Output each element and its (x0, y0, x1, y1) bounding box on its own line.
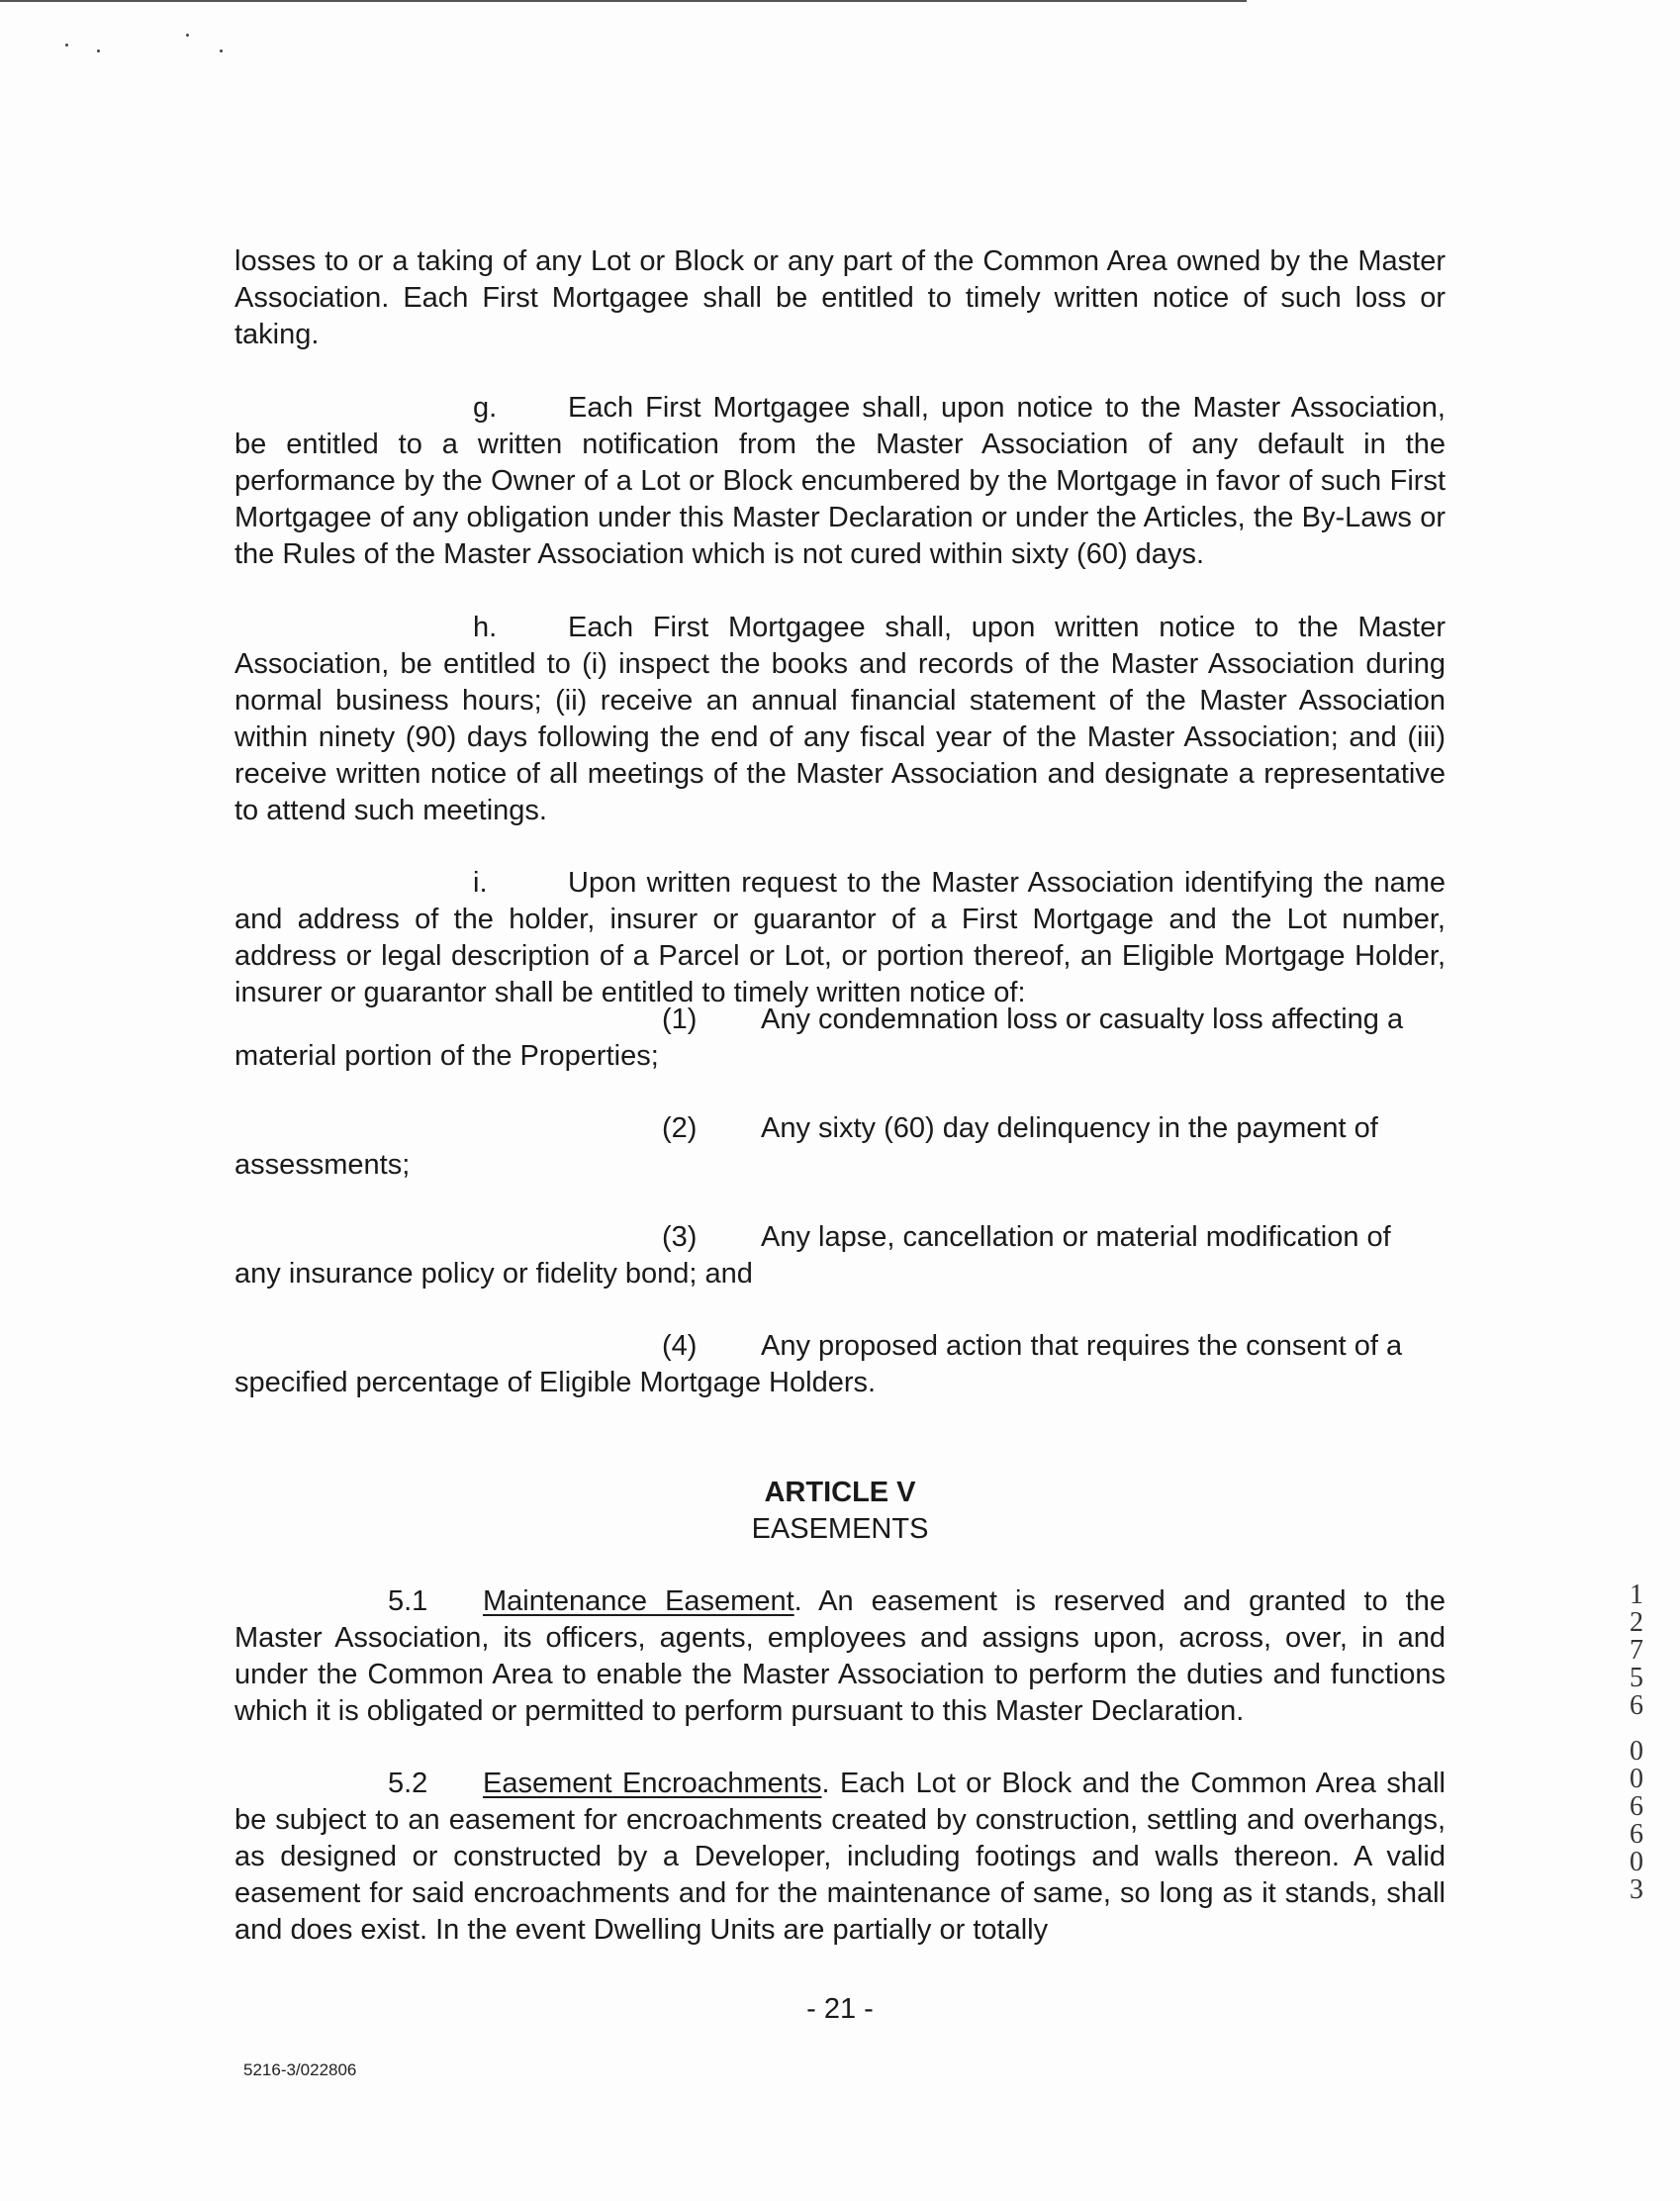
footer-document-code: 5216-3/022806 (243, 2060, 357, 2079)
paragraph-h-text: Each First Mortgagee shall, upon written notice to the Master Association, be entitled to (i) inspect the books and records of the Master Association during normal business hours; (ii) receive an annual financial statement of the Master Association within ninety (90) days following the end of any fiscal year of the Master Association; and (iii) receive written notice of all meetings of the Master Association and designate a representative to attend such meetings. (234, 612, 1446, 826)
paragraph-h-label: h. (473, 612, 498, 643)
list-item (234, 1219, 1446, 1292)
intro-paragraph: losses to or a taking of any Lot or Block or any part of the Common Area owned by the Master Association. Each First Mortgagee shall be entitled to timely written notice of such loss or taking. (234, 245, 1446, 350)
stamp-digit: 3 (1630, 1874, 1643, 1905)
list-item-label: (2) (662, 1112, 698, 1144)
list-item (234, 1328, 1446, 1401)
article-number: ARTICLE V (764, 1477, 916, 1508)
list-item-continuation: material portion of the Properties; (234, 1040, 659, 1072)
stamp-digit: 0 (1630, 1764, 1643, 1794)
paragraph-g-label: g. (473, 392, 498, 424)
stamp-digit: 6 (1630, 1791, 1643, 1822)
section-number: 5.2 (388, 1768, 428, 1799)
section-heading: Easement Encroachments (483, 1768, 822, 1799)
paragraph-i-text: Upon written request to the Master Association identifying the name and address of the holder, insurer or guarantor of a First Mortgage and the Lot number, address or legal description of a Parcel or Lot, or portion thereof, an Eligible Mortgage Holder, insurer or guarantor shall be entitled to timely written notice of: (234, 867, 1446, 1008)
section-text: . Each Lot or Block and the Common Area shall be subject to an easement for encroachments created by construction, settling and overhangs, as designed or constructed by a Developer, including footings and walls thereon. A valid easement for said encroachments and for the maintenance of same, so long as it stands, shall and does exist. In the event Dwelling Units are partially or totally (234, 1768, 1446, 1946)
list-item (234, 1002, 1446, 1075)
stamp-digit: 2 (1630, 1607, 1643, 1638)
scan-edge-line (0, 0, 1247, 2)
list-item-text: Any proposed action that requires the consent of a (761, 1330, 1403, 1362)
stamp-digit: 6 (1630, 1690, 1643, 1721)
list-item-continuation: specified percentage of Eligible Mortgage Holders. (234, 1367, 877, 1398)
scan-specks (59, 30, 237, 69)
stamp-digit: 1 (1630, 1579, 1643, 1610)
article-heading (234, 1475, 1446, 1548)
section-5-1 (234, 1583, 1446, 1730)
list-item-text: Any sixty (60) day delinquency in the payment of (761, 1112, 1378, 1144)
list-item-text: Any lapse, cancellation or material modification of (761, 1221, 1391, 1253)
section-5-2 (234, 1766, 1446, 1949)
paragraph-h (234, 610, 1446, 829)
section-heading: Maintenance Easement (483, 1585, 794, 1617)
stamp-digit: 0 (1630, 1736, 1643, 1767)
section-text: . An easement is reserved and granted to the Master Association, its officers, agents, employees and assigns upon, across, over, in and under the Common Area to enable the Master Association to perform the duties and functions which it is obligated or permitted to perform pursuant to this Master Declaration. (234, 1585, 1446, 1727)
page-number: - 21 - (806, 1993, 874, 2025)
paragraph-i (234, 865, 1446, 1011)
section-number: 5.1 (388, 1585, 428, 1617)
article-title: EASEMENTS (751, 1513, 929, 1545)
margin-stamp-number (1619, 1581, 1654, 1904)
list-item-label: (4) (662, 1330, 698, 1362)
list-item (234, 1110, 1446, 1184)
list-item-text: Any condemnation loss or casualty loss affecting a (761, 1004, 1404, 1035)
list-item-continuation: any insurance policy or fidelity bond; and (234, 1258, 753, 1290)
list-item-continuation: assessments; (234, 1149, 411, 1181)
paragraph-i-label: i. (473, 867, 488, 899)
stamp-digit: 5 (1630, 1663, 1643, 1693)
paragraph-g-text: Each First Mortgagee shall, upon notice to the Master Association, be entitled to a written notification from the Master Association of any default in the performance by the Owner of a Lot or Block encumbered by the Mortgage in favor of such First Mortgagee of any obligation under this Master Declaration or under the Articles, the By-Laws or the Rules of the Master Association which is not cured within sixty (60) days. (234, 392, 1446, 570)
paragraph-g (234, 390, 1446, 573)
stamp-digit: 7 (1630, 1635, 1643, 1666)
list-item-label: (3) (662, 1221, 698, 1253)
stamp-digit: 6 (1630, 1819, 1643, 1850)
list-item-label: (1) (662, 1004, 698, 1035)
stamp-digit: 0 (1630, 1847, 1643, 1877)
